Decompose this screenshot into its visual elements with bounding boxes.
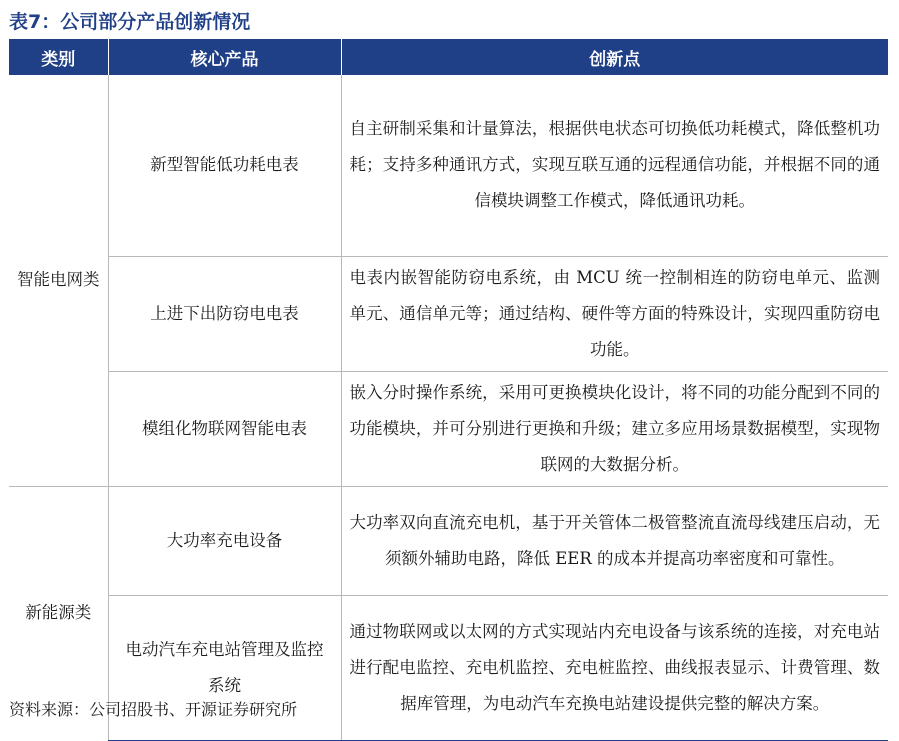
category-cell bbox=[9, 75, 108, 486]
category-new-energy: 新能源类 bbox=[25, 603, 92, 623]
table-header-row bbox=[9, 39, 888, 75]
product-cell: 大功率充电设备 bbox=[108, 486, 341, 595]
product-cell: 新型智能低功耗电表 bbox=[108, 75, 341, 256]
table-row bbox=[9, 75, 888, 256]
table-row bbox=[9, 256, 888, 371]
innovation-cell: 电表内嵌智能防窃电系统，由 MCU 统一控制相连的防窃电单元、监测单元、通信单元等；通过结构、硬件等方面的特殊设计，实现四重防窃电功能。 bbox=[341, 256, 888, 371]
table-row bbox=[9, 486, 888, 595]
table-row bbox=[9, 371, 888, 486]
innovation-table bbox=[9, 39, 888, 741]
header-category: 类别 bbox=[9, 39, 108, 75]
header-core-product: 核心产品 bbox=[108, 39, 341, 75]
header-innovation: 创新点 bbox=[341, 39, 888, 75]
innovation-cell: 大功率双向直流充电机，基于开关管体二极管整流直流母线建压启动，无须额外辅助电路，降低 EER 的成本并提高功率密度和可靠性。 bbox=[341, 486, 888, 595]
innovation-cell: 自主研制采集和计量算法，根据供电状态可切换低功耗模式，降低整机功耗；支持多种通讯方式，实现互联互通的远程通信功能，并根据不同的通信模块调整工作模式，降低通讯功耗。 bbox=[349, 119, 880, 211]
product-ev-station-label: 电动汽车充电站管理及监控系统 bbox=[125, 639, 324, 695]
product-cell: 模组化物联网智能电表 bbox=[108, 371, 341, 486]
category-smart-grid: 智能电网类 bbox=[17, 270, 100, 290]
innovation-cell: 嵌入分时操作系统，采用可更换模块化设计，将不同的功能分配到不同的功能模块，并可分别进行更换和升级；建立多应用场景数据模型，实现物联网的大数据分析。 bbox=[341, 371, 888, 486]
table-title: 表7：公司部分产品创新情况 bbox=[9, 11, 251, 33]
source-note: 资料来源：公司招股书、开源证券研究所 bbox=[9, 700, 298, 719]
product-cell: 上进下出防窃电电表 bbox=[108, 256, 341, 371]
innovation-cell: 通过物联网或以太网的方式实现站内充电设备与该系统的连接，对充电站进行配电监控、充电机监控、充电桩监控、曲线报表显示、计费管理、数据库管理，为电动汽车充换电站建设提供完整的解决方案。 bbox=[341, 595, 888, 740]
